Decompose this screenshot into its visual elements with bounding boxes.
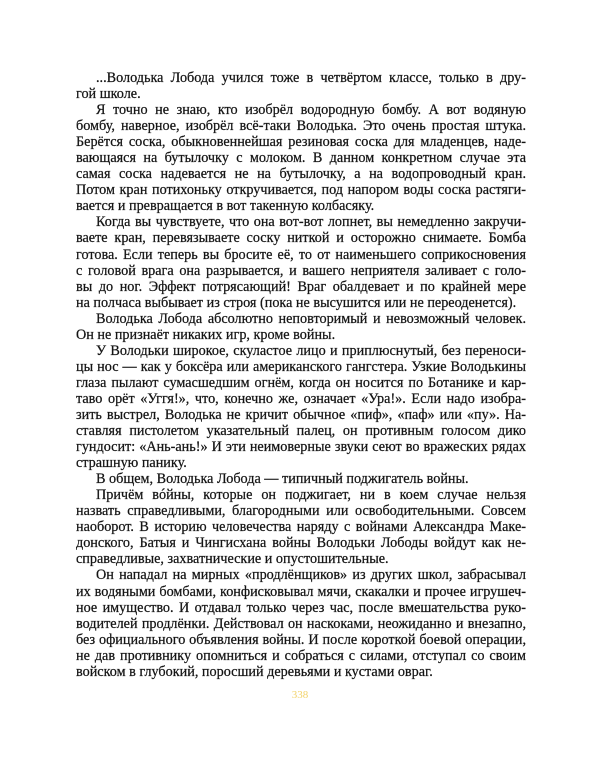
text-line: вы до ног. Эффект потрясающий! Враг обалдевает и по крайней мере xyxy=(76,278,526,295)
text-line: на полчаса выбывает из строя (пока не высушится или не переоденется). xyxy=(76,294,517,311)
page-body-text xyxy=(76,70,526,680)
text-line: гундосит: «Ань-ань!» И эти неимоверные звуки сеют во вражеских рядах xyxy=(76,439,526,456)
paragraph xyxy=(76,214,526,310)
text-line: У Володьки широкое, скуластое лицо и приплюснутый, без переноси- xyxy=(96,342,526,359)
text-line: готова. Если теперь вы бросите её, то от наименьшего соприкосновения xyxy=(76,246,526,263)
text-line: вающаяся на бутылочку с молоком. В данном конкретном случае эта xyxy=(76,150,526,167)
paragraph xyxy=(76,70,526,102)
page-number: 338 xyxy=(291,689,309,701)
text-line: справедливые, захватнические и опустошительные. xyxy=(76,551,389,568)
text-line: Потом кран потихоньку откручивается, под напором воды соска растяги- xyxy=(76,182,526,199)
text-line: глаза пылают сумасшедшим огнём, когда он носится по Ботанике и кар- xyxy=(76,374,526,391)
paragraph xyxy=(76,343,526,471)
text-line: с головой врага она разрывается, и вашего неприятеля заливает с голо- xyxy=(76,262,526,279)
text-line: Я точно не знаю, кто изобрёл водородную бомбу. А вот водяную xyxy=(96,102,526,119)
text-line: Причём вóйны, которые он поджигает, ни в коем случае нельзя xyxy=(96,487,526,504)
text-line: ...Володька Лобода учился тоже в четвёртом классе, только в дру- xyxy=(96,70,526,86)
text-line: ное имущество. И отдавал только через час, после вмешательства руко- xyxy=(76,599,526,616)
text-line: зить выстрел, Володька не кричит обычное «пиф», «паф» или «пу». На- xyxy=(76,406,526,423)
text-line: их водяными бомбами, конфисковывал мячи, скакалки и прочее игрушеч- xyxy=(76,583,526,600)
text-line: Он нападал на мирных «продлёнщиков» из других школ, забрасывал xyxy=(96,567,526,584)
text-line: войском в глубокий, поросший деревьями и кустами овраг. xyxy=(76,663,433,680)
text-line: самая соска надевается не на бутылочку, а на водопроводный кран. xyxy=(76,166,526,183)
paragraph xyxy=(76,567,526,679)
text-line: Он не признаёт никаких игр, кроме войны. xyxy=(76,326,336,343)
text-line: Володька Лобода абсолютно неповторимый и невозможный человек. xyxy=(96,310,526,327)
paragraph xyxy=(76,471,526,487)
text-line: не дав противнику опомниться и собраться с силами, отступал со своим xyxy=(76,647,526,664)
paragraph xyxy=(76,487,526,567)
text-line: назвать справедливыми, благородными или освободительными. Совсем xyxy=(76,503,526,520)
text-line: без официального объявления войны. И после короткой боевой операции, xyxy=(76,631,526,648)
text-line: Когда вы чувствуете, что она вот-вот лопнет, вы немедленно закручи- xyxy=(96,214,526,231)
text-line: Берётся соска, обыкновеннейшая резиновая соска для младенцев, наде- xyxy=(76,134,526,151)
text-line: ставляя пистолетом указательный палец, он противным голосом дико xyxy=(76,423,526,440)
text-line: гой школе. xyxy=(76,86,141,103)
text-line: таво орёт «Уггя!», что, конечно же, означает «Ура!». Если надо изобра- xyxy=(76,390,526,407)
paragraph xyxy=(76,311,526,343)
text-line: цы нос — как у боксёра или американского гангстера. Узкие Володькины xyxy=(76,358,526,375)
text-line: ваете кран, перевязываете соску ниткой и осторожно снимаете. Бомба xyxy=(76,230,526,247)
text-line: вается и превращается в вот такенную колбасяку. xyxy=(76,198,375,215)
text-line: страшную панику. xyxy=(76,455,187,472)
text-line: наоборот. В историю человечества наряду с войнами Александра Маке- xyxy=(76,519,526,536)
paragraph xyxy=(76,102,526,214)
text-line: водителей продлёнки. Действовал он наскоками, неожиданно и внезапно, xyxy=(76,615,526,632)
text-line: бомбу, наверное, изобрёл всё-таки Володька. Это очень простая штука. xyxy=(76,118,526,135)
text-line: донского, Батыя и Чингисхана войны Володьки Лободы войдут как не- xyxy=(76,535,526,552)
text-line: В общем, Володька Лобода — типичный поджигатель войны. xyxy=(96,471,469,488)
